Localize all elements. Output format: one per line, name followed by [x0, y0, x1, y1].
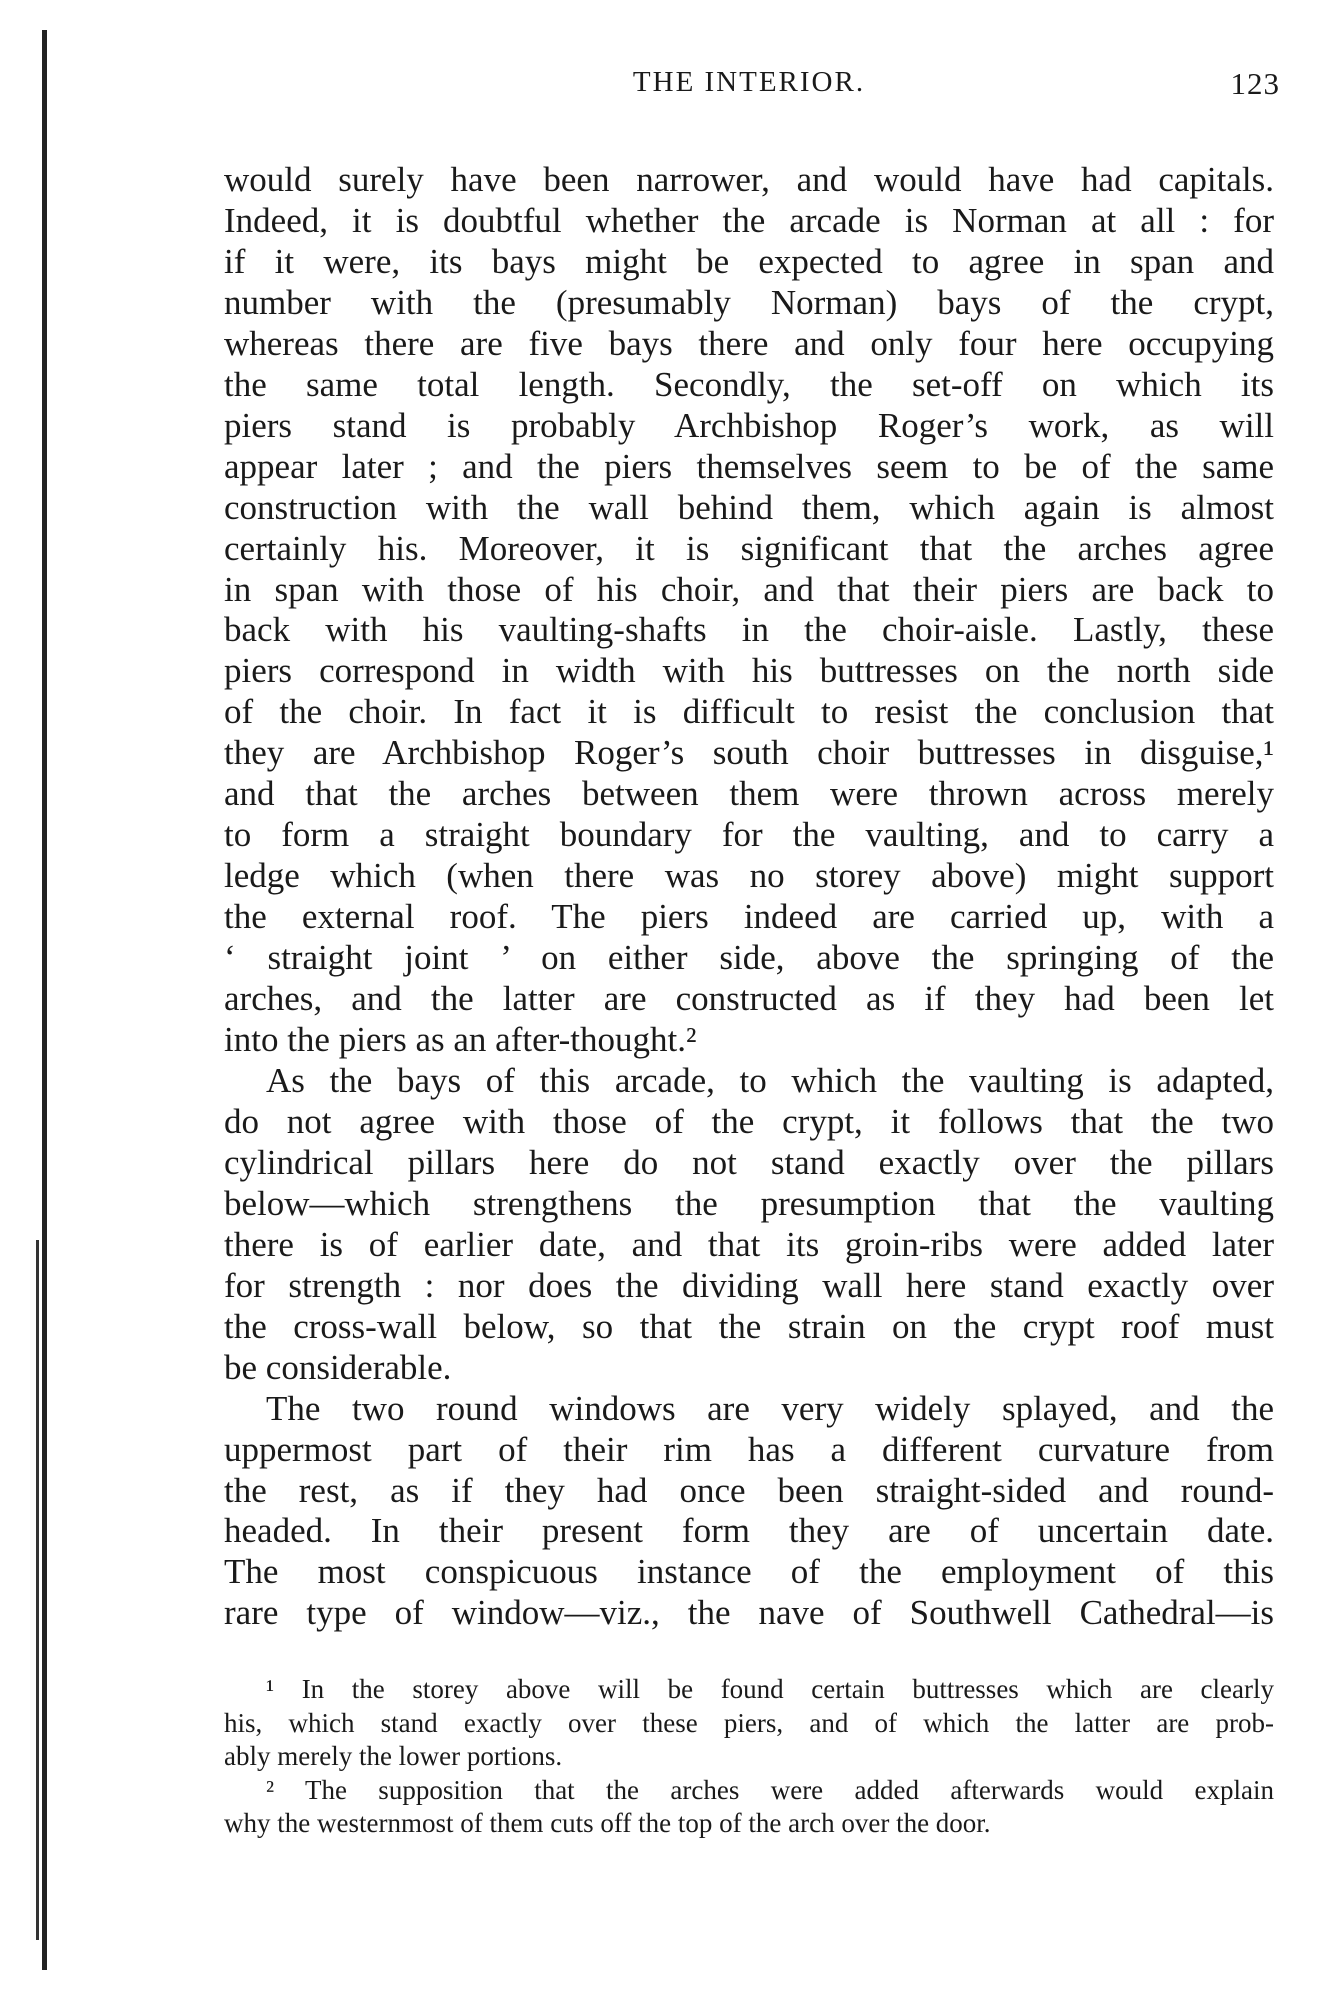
text-line: back with his vaulting-shafts in the choir-aisle. Lastly, these: [224, 610, 1274, 650]
text-line: whereas there are five bays there and only four here occupying: [224, 323, 1274, 363]
text-line: they are Archbishop Roger’s south choir buttresses in disguise,¹: [224, 733, 1274, 773]
text-line: the external roof. The piers indeed are carried up, with a: [224, 897, 1274, 937]
text-line: The two round windows are very widely splayed, and the: [266, 1388, 1274, 1428]
paragraph: [224, 1061, 1274, 1389]
footnote: [224, 1673, 1274, 1774]
text-line: do not agree with those of the crypt, it follows that the two: [224, 1101, 1274, 1141]
text-line: the cross-wall below, so that the strain on the crypt roof must: [224, 1306, 1274, 1346]
text-line: Indeed, it is doubtful whether the arcade is Norman at all : for: [224, 200, 1274, 240]
footnote-line: ¹ In the storey above will be found certain buttresses which are clearly: [266, 1674, 1274, 1704]
text-line: cylindrical pillars here do not stand exactly over the pillars: [224, 1142, 1274, 1182]
text-line: the same total length. Secondly, the set-off on which its: [224, 364, 1274, 404]
text-line: if it were, its bays might be expected to agree in span and: [224, 241, 1274, 281]
text-line: rare type of window—viz., the nave of Southwell Cathedral—is: [224, 1593, 1274, 1633]
text-line: piers stand is probably Archbishop Roger’s work, as will: [224, 405, 1274, 445]
text-line: there is of earlier date, and that its groin-ribs were added later: [224, 1224, 1274, 1264]
text-line: ‘ straight joint ’ on either side, above the springing of the: [224, 938, 1274, 978]
text-line: for strength : nor does the dividing wall here stand exactly over: [224, 1265, 1274, 1305]
footnote-line: ably merely the lower portions.: [224, 1741, 563, 1771]
text-line: in span with those of his choir, and that their piers are back to: [224, 569, 1274, 609]
page-binding-edge: [42, 30, 47, 1970]
text-line: be considerable.: [224, 1347, 452, 1387]
running-title: THE INTERIOR.: [632, 66, 866, 98]
page-binding-edge-shadow: [36, 1240, 39, 1940]
text-line: construction with the wall behind them, which again is almost: [224, 487, 1274, 527]
text-line: uppermost part of their rim has a different curvature from: [224, 1429, 1274, 1469]
text-line: of the choir. In fact it is difficult to resist the conclusion that: [224, 692, 1274, 732]
text-line: headed. In their present form they are of uncertain date.: [224, 1511, 1274, 1551]
text-line: arches, and the latter are constructed as if they had been let: [224, 979, 1274, 1019]
text-line: number with the (presumably Norman) bays of the crypt,: [224, 282, 1274, 322]
text-line: As the bays of this arcade, to which the vaulting is adapted,: [266, 1060, 1274, 1100]
footnote-line: his, which stand exactly over these piers, and of which the latter are prob-: [224, 1707, 1274, 1738]
text-line: piers correspond in width with his buttresses on the north side: [224, 651, 1274, 691]
footnotes: [224, 1673, 1274, 1841]
paragraph: [224, 1389, 1274, 1635]
page-number: 123: [1230, 66, 1280, 101]
footnote: [224, 1774, 1274, 1841]
text-line: to form a straight boundary for the vaulting, and to carry a: [224, 815, 1274, 855]
text-line: into the piers as an after-thought.²: [224, 1020, 697, 1060]
text-line: The most conspicuous instance of the employment of this: [224, 1552, 1274, 1592]
paragraph: [224, 160, 1274, 1061]
page-header: [224, 66, 1280, 106]
text-line: below—which strengthens the presumption that the vaulting: [224, 1183, 1274, 1223]
text-line: would surely have been narrower, and would have had capitals.: [224, 160, 1274, 199]
footnote-line: why the westernmost of them cuts off the top of the arch over the door.: [224, 1808, 991, 1838]
text-line: appear later ; and the piers themselves seem to be of the same: [224, 446, 1274, 486]
text-line: ledge which (when there was no storey above) might support: [224, 856, 1274, 896]
body-text: [224, 160, 1274, 1634]
text-line: certainly his. Moreover, it is significant that the arches agree: [224, 528, 1274, 568]
footnote-line: ² The supposition that the arches were added afterwards would explain: [266, 1774, 1274, 1805]
text-line: and that the arches between them were thrown across merely: [224, 774, 1274, 814]
text-line: the rest, as if they had once been straight-sided and round-: [224, 1470, 1274, 1510]
